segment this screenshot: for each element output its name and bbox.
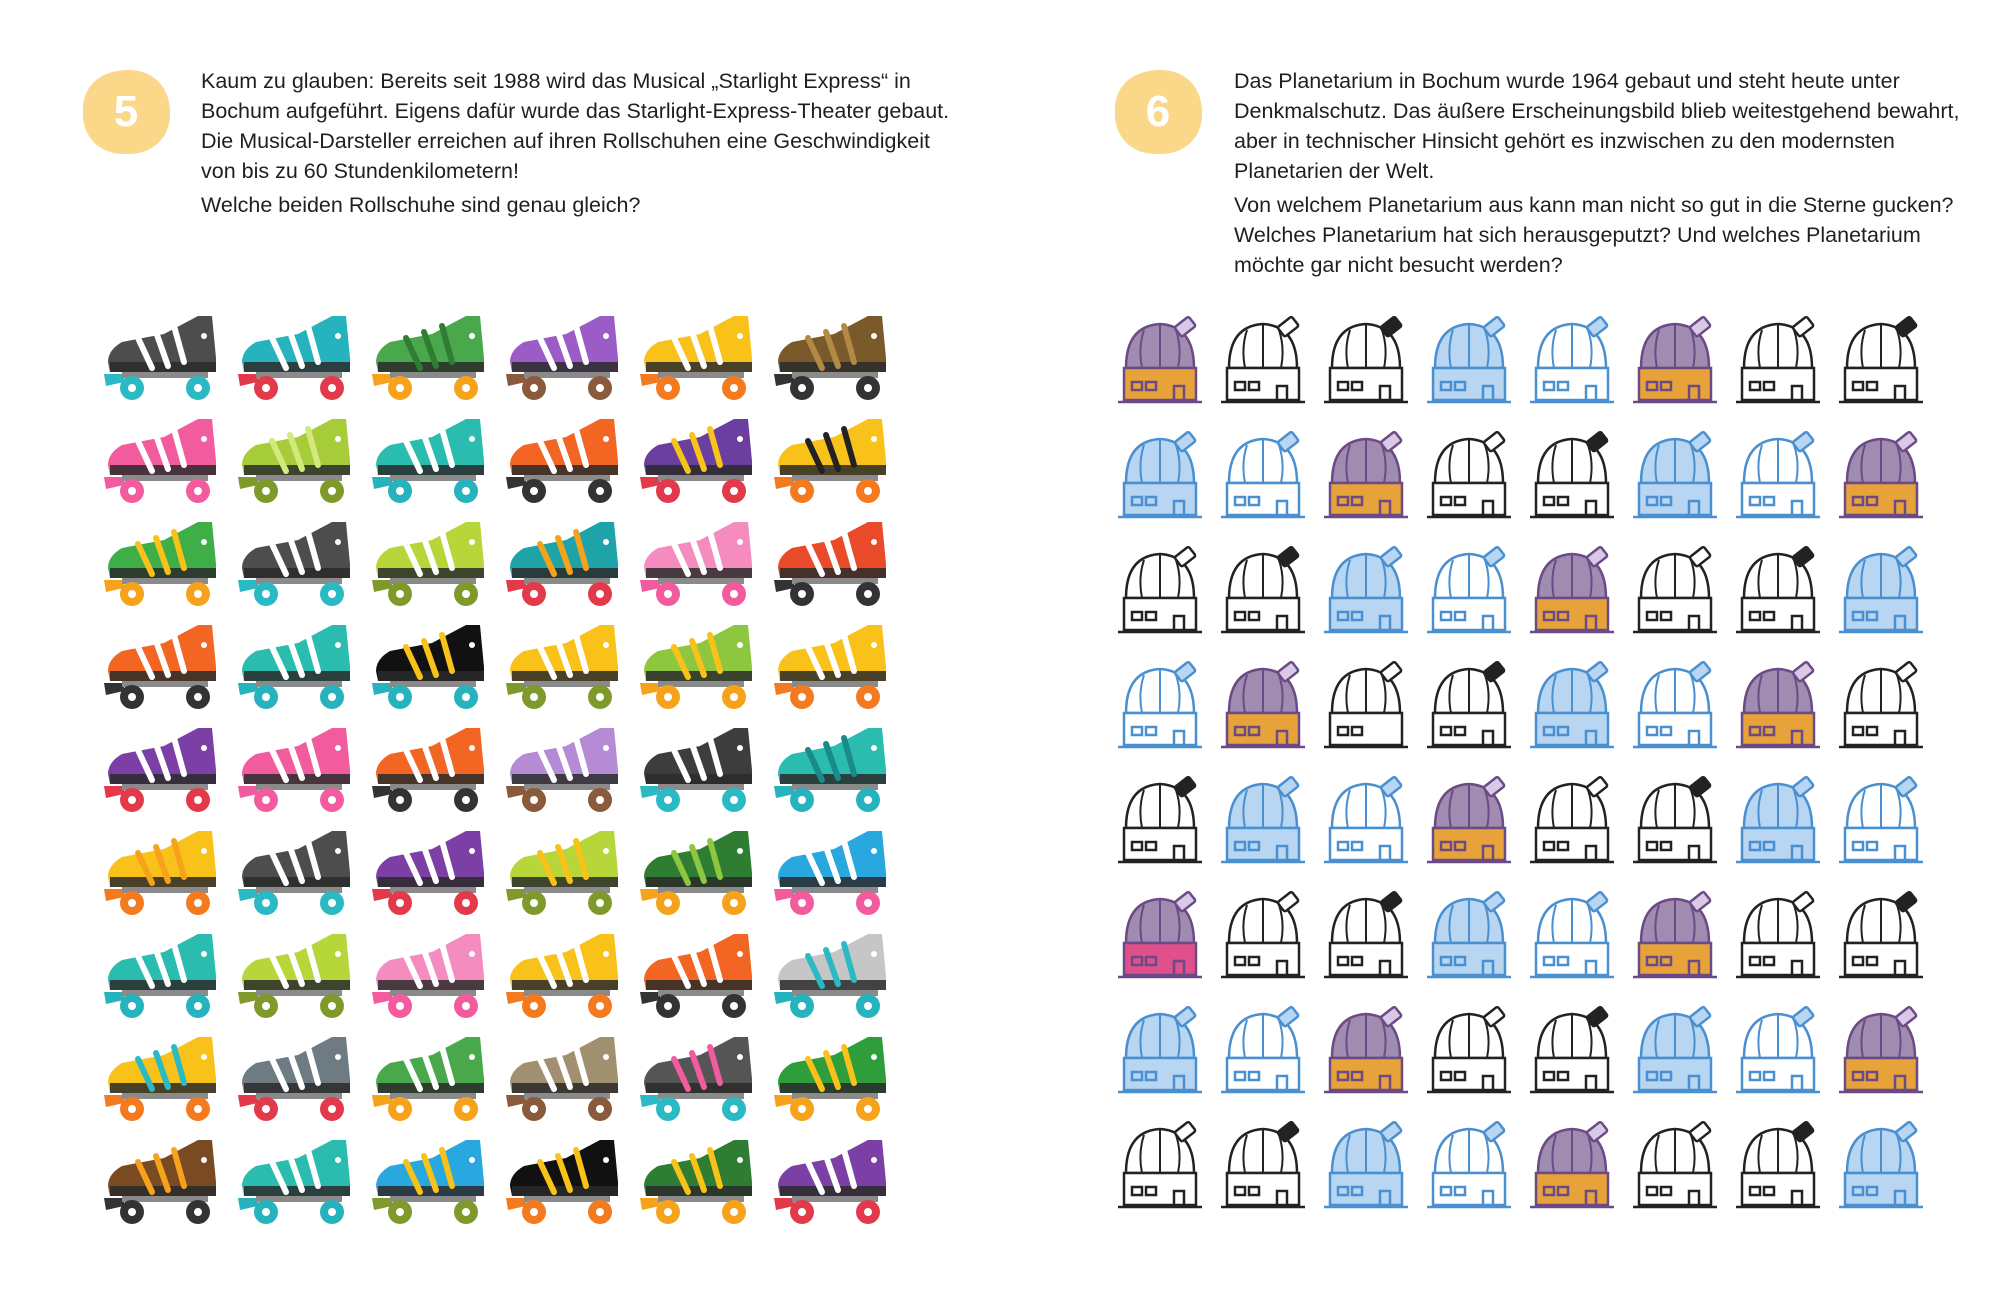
observatory-purple[interactable] [1736,661,1820,747]
roller-skate[interactable] [104,522,216,606]
badge-label: 6 [1145,87,1171,136]
roller-skate[interactable] [372,316,484,400]
observatory-outline-dark[interactable] [1221,1121,1305,1207]
observatory-blue-outline[interactable] [1736,431,1820,517]
observatory-outline-broken[interactable] [1633,776,1717,862]
observatory-outline-dark[interactable] [1530,1006,1614,1092]
observatory-outline[interactable] [1427,431,1511,517]
question-text: Welche beiden Rollschuhe sind genau gleich? [201,193,641,217]
roller-skate[interactable] [506,934,618,1018]
observatory-blue-outline[interactable] [1427,1121,1511,1207]
roller-skate[interactable] [238,728,350,812]
observatory-outline-dark[interactable] [1530,431,1614,517]
observatory-purple[interactable] [1324,431,1408,517]
observatory-purple[interactable] [1839,431,1923,517]
roller-skate[interactable] [640,625,752,709]
roller-skate[interactable] [774,316,886,400]
observatory-outline-dark[interactable] [1118,776,1202,862]
observatory-svg [1118,308,1942,1228]
roller-skate[interactable] [238,831,350,915]
observatory-blue-outline[interactable] [1839,776,1923,862]
roller-skate[interactable] [372,1037,484,1121]
observatory-grid [1118,308,1948,1233]
observatory-outline[interactable] [1427,1006,1511,1092]
roller-skate[interactable] [238,1037,350,1121]
roller-skate[interactable] [104,316,216,400]
roller-skate[interactable] [238,316,350,400]
observatory-purple[interactable] [1427,776,1511,862]
observatory-purple[interactable] [1221,661,1305,747]
roller-skate[interactable] [774,728,886,812]
roller-skate[interactable] [774,1140,886,1224]
observatory-outline-dark[interactable] [1736,546,1820,632]
observatory-outline[interactable] [1736,891,1820,977]
observatory-outline-dark[interactable] [1839,316,1923,402]
roller-skate[interactable] [774,625,886,709]
roller-skate[interactable] [238,419,350,503]
roller-skate[interactable] [372,831,484,915]
observatory-blue-outline[interactable] [1118,661,1202,747]
observatory-blue-outline[interactable] [1530,891,1614,977]
roller-skate[interactable] [774,419,886,503]
roller-skate[interactable] [640,934,752,1018]
observatory-purple[interactable] [1324,1006,1408,1092]
roller-skate[interactable] [774,934,886,1018]
roller-skate[interactable] [104,728,216,812]
intro-text: Kaum zu glauben: Bereits seit 1988 wird das Musical „Starlight Express“ in Bochum aufgeführt. Eigens dafür wurde das Starlight-Express-Theater gebaut. Die Musical-Darsteller erreichen auf ihren Rollschuhen eine Geschwindigkeit von bis zu 60 Stundenkilometern! [201,69,950,183]
observatory-blue[interactable] [1736,776,1820,862]
observatory-outline-dark[interactable] [1839,891,1923,977]
roller-skate[interactable] [238,625,350,709]
observatory-blue-outline[interactable] [1221,431,1305,517]
roller-skate[interactable] [640,728,752,812]
roller-skate-grid [100,308,890,1228]
observatory-outline[interactable] [1118,1121,1202,1207]
observatory-blue[interactable] [1324,546,1408,632]
observatory-purple[interactable] [1633,891,1717,977]
roller-skate[interactable] [372,522,484,606]
roller-skate[interactable] [372,1140,484,1224]
roller-skate[interactable] [104,831,216,915]
roller-skate[interactable] [506,316,618,400]
observatory-outline-nodoor[interactable] [1324,661,1408,747]
observatory-blue[interactable] [1427,316,1511,402]
roller-skate[interactable] [372,728,484,812]
roller-skate[interactable] [506,831,618,915]
badge-number-5 [78,66,174,158]
roller-skate[interactable] [774,522,886,606]
observatory-outline[interactable] [1221,891,1305,977]
intro-text: Das Planetarium in Bochum wurde 1964 gebaut und steht heute unter Denkmalschutz. Das äußere Erscheinungsbild blieb weitestgehend bewahrt, aber in technischer Hinsicht gehört es inzwischen zu den modernsten Planetarien der Welt. [1234,69,1960,183]
roller-skate[interactable] [104,1140,216,1224]
roller-skate[interactable] [640,316,752,400]
observatory-blue[interactable] [1118,431,1202,517]
roller-skate[interactable] [506,728,618,812]
observatory-purple[interactable] [1839,1006,1923,1092]
question-text: Von welchem Planetarium aus kann man nicht so gut in die Sterne gucken? Welches Planetarium hat sich herausgeputzt? Und welches Planetarium möchte gar nicht besucht werden? [1234,193,1954,277]
observatory-blue-outline[interactable] [1324,776,1408,862]
roller-skate[interactable] [372,934,484,1018]
roller-skate[interactable] [104,419,216,503]
roller-skate[interactable] [640,1037,752,1121]
observatory-outline[interactable] [1221,316,1305,402]
badge-label: 5 [113,87,139,136]
roller-skate[interactable] [104,625,216,709]
observatory-outline[interactable] [1118,546,1202,632]
observatory-blue[interactable] [1839,546,1923,632]
observatory-blue[interactable] [1324,1121,1408,1207]
roller-skate[interactable] [640,1140,752,1224]
observatory-purple[interactable] [1530,546,1614,632]
observatory-blue-outline[interactable] [1427,546,1511,632]
observatory-purple-pink[interactable] [1118,891,1202,977]
observatory-blue[interactable] [1221,776,1305,862]
observatory-outline-dark[interactable] [1427,661,1511,747]
badge-circle [1110,66,1206,158]
observatory-purple[interactable] [1118,316,1202,402]
observatory-outline-dark[interactable] [1221,546,1305,632]
observatory-outline[interactable] [1633,1121,1717,1207]
roller-skate[interactable] [640,831,752,915]
roller-skate[interactable] [640,419,752,503]
observatory-blue[interactable] [1530,661,1614,747]
observatory-blue[interactable] [1839,1121,1923,1207]
roller-skate[interactable] [774,831,886,915]
observatory-outline[interactable] [1530,776,1614,862]
observatory-blue[interactable] [1633,1006,1717,1092]
observatory-outline[interactable] [1839,661,1923,747]
observatory-purple[interactable] [1633,316,1717,402]
roller-skate[interactable] [238,934,350,1018]
observatory-purple[interactable] [1530,1121,1614,1207]
roller-skate[interactable] [506,419,618,503]
roller-skate[interactable] [506,1140,618,1224]
roller-skate[interactable] [372,625,484,709]
roller-skate[interactable] [506,1037,618,1121]
observatory-outline-dark[interactable] [1736,1121,1820,1207]
roller-skate[interactable] [238,1140,350,1224]
badge-number-6 [1110,66,1206,158]
roller-skate-svg [100,308,904,1235]
roller-skate[interactable] [774,1037,886,1121]
observatory-outline-dark[interactable] [1324,891,1408,977]
badge-circle [78,66,174,158]
observatory-blue-outline[interactable] [1633,661,1717,747]
observatory-blue-outline[interactable] [1221,1006,1305,1092]
observatory-outline[interactable] [1736,316,1820,402]
roller-skate[interactable] [104,1037,216,1121]
roller-skate[interactable] [506,522,618,606]
roller-skate[interactable] [640,522,752,606]
roller-skate[interactable] [372,419,484,503]
roller-skate[interactable] [506,625,618,709]
observatory-blue-outline[interactable] [1530,316,1614,402]
observatory-blue[interactable] [1118,1006,1202,1092]
observatory-blue-outline[interactable] [1736,1006,1820,1092]
observatory-blue[interactable] [1633,431,1717,517]
roller-skate[interactable] [104,934,216,1018]
observatory-outline[interactable] [1633,546,1717,632]
roller-skate[interactable] [238,522,350,606]
observatory-outline-dark[interactable] [1324,316,1408,402]
observatory-blue[interactable] [1427,891,1511,977]
